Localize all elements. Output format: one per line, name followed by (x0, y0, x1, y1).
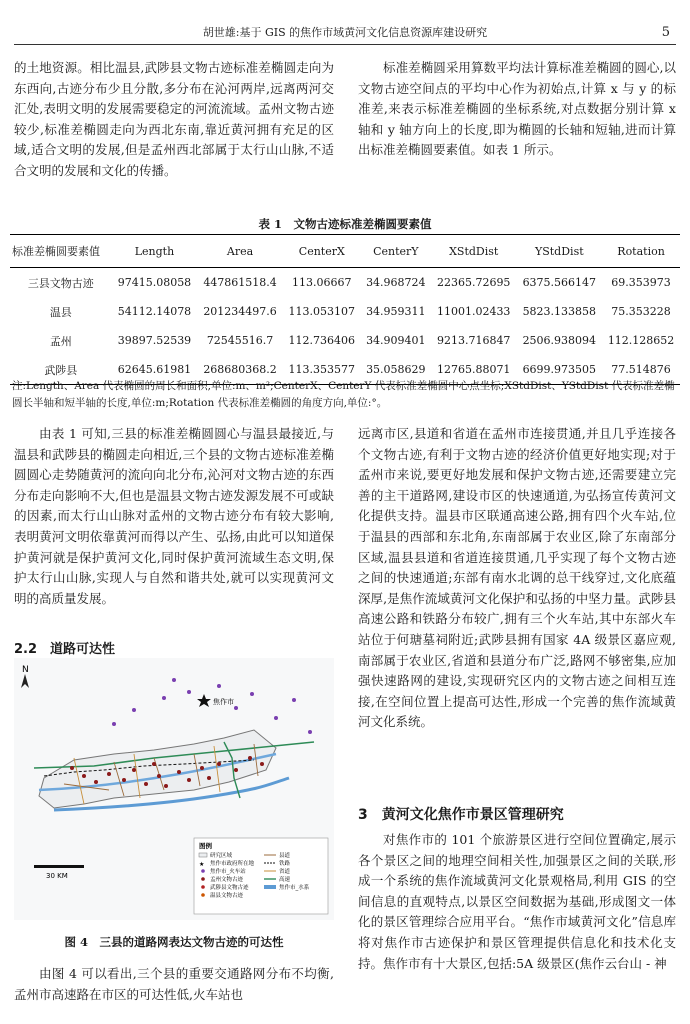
legend-title: 图例 (199, 842, 212, 850)
left-top-paragraph (14, 58, 334, 182)
table-cell: 72545516.7 (206, 334, 274, 347)
table-caption: 表 1 文物古迹标准差椭圆要素值 (258, 217, 432, 231)
legend-item: 县道 (279, 853, 291, 859)
right-top-paragraph (358, 58, 676, 161)
table-cell: 112.736406 (288, 334, 356, 347)
table-cell: 2506.938094 (522, 334, 597, 347)
table-header: YStdDist (517, 235, 603, 268)
table-note: 注:Length、Area 代表椭圆的周长和面积,单位:m、m²;CenterX、CenterY 代表标准差椭圆中心点坐标;XStdDist、YStdDist 代表标准差椭圆长半轴和短半轴的长度,单位:m;Rotation 代表标准差椭圆的角度方向,单位:°。 (12, 380, 675, 409)
legend-swatch (201, 893, 205, 897)
table-cell: 113.06667 (292, 276, 352, 289)
table-cell: 69.353973 (611, 276, 671, 289)
table-cell: 22365.72695 (436, 276, 511, 289)
table-cell: 268680368.2 (197, 355, 283, 385)
legend-item: 孟州文物古迹 (210, 877, 244, 883)
legend-item: 焦作市_火车站 (210, 869, 246, 875)
left-bottom-paragraph (14, 964, 334, 1005)
table-cell: 34.968724 (366, 276, 426, 289)
legend-item: 高速 (279, 877, 291, 883)
table-cell: 447861518.4 (203, 276, 277, 289)
legend-item: 研究区域 (210, 853, 233, 859)
ellipse-table (10, 234, 680, 385)
table-cell: 孟州 (49, 334, 72, 348)
section-heading-3: 3 黄河文化焦作市景区管理研究 (358, 807, 564, 823)
right-bottom-paragraph (358, 830, 676, 974)
table-row (10, 297, 680, 326)
table-cell: 12765.88071 (431, 355, 517, 385)
table-cell: 62645.61981 (112, 355, 198, 385)
table-header: CenterY (361, 235, 431, 268)
table-cell: 113.053107 (288, 305, 356, 318)
table-cell: 6375.566147 (522, 276, 597, 289)
legend-item: 武陟县文物古迹 (210, 885, 249, 891)
table-cell: 5823.133858 (522, 305, 597, 318)
paragraph: 由图 4 可以看出,三个县的重要交通路网分布不均衡,孟州市高速路在市区的可达性低,火车站也 (14, 966, 334, 1002)
running-title: 胡世雄:基于 GIS 的焦作市域黄河文化信息资源库建设研究 (202, 26, 488, 39)
scale-label: 30 KM (46, 872, 68, 880)
city-label: 焦作市 (213, 698, 234, 706)
paragraph: 标准差椭圆采用算数平均法计算标准差椭圆的圆心,以文物古迹空间点的平均中心作为初始点,计算 x 与 y 的标准差,来表示标准差椭圆的坐标系统,对点数据分别计算 x 轴和 y 轴方向上的长度,即为椭圆的长轴和短轴,进而计算出标准差椭圆要素值。如表 1 所示。 (358, 60, 676, 158)
table-row (10, 268, 680, 298)
table-cell: 34.909401 (366, 334, 426, 347)
table-cell: 11001.02433 (436, 305, 511, 318)
paragraph: 远离市区,县道和省道在孟州市连接贯通,并且几乎连接各个文物古迹,有利于文物古迹的经济价值更好地实现;对于孟州市来说,要更好地发展和保护文物古迹,还需要建立完善的主干道路网,建设市区的快速通道,为弘扬宣传黄河文化提供支持。温县市区联通高速公路,拥有四个火车站,位于温县的西部和东北角,东南部属于农业区,除了东南部分区域,温县县道和省道连接贯通,几乎实现了每个文物古迹之间的快速通道;东部有南水北调的总干线穿过,文化底蕴深厚,是焦作流域黄河文化保护和弘扬的中坚力量。武陟县高速公路和铁路分布较广,拥有三个火车站,其中东部火车站位于何瑭墓祠附近;武陟县拥有国家 4A 级景区嘉应观,南部属于农业区,省道和县道分布广泛,路网不够密集,应加强快速路网的建设,实现研究区内的文物古迹之间相互连接,在空间位置上提高可达性,形成一个完善的焦作流域黄河文化系统。 (358, 426, 676, 730)
table-cell: 35.058629 (361, 355, 431, 385)
table-cell: 武陟县 (10, 355, 112, 385)
legend-item: 焦作市_水系 (279, 885, 310, 891)
legend-swatch-icon: ★ (199, 861, 205, 868)
table-cell: 112.128652 (607, 334, 675, 347)
table-cell: 34.959311 (366, 305, 426, 318)
left-mid-paragraph (14, 424, 334, 609)
paragraph: 对焦作市的 101 个旅游景区进行空间位置确定,展示各个景区之间的地理空间相关性,加强景区之间的关联,形成一个系统的焦作流域黄河文化景观格局,利用 GIS 的空间信息的直观特点,以景区空间数据为基础,形成图文一体化的景区管理综合应用平台。“焦作市域黄河文化”信息库将对焦作市古迹保护和景区管理提供信息化和技术化支持。焦作市有十大景区,包括:5A 级景区(焦作云台山 - 神 (358, 832, 676, 971)
figure-4-map (14, 658, 334, 920)
road-network-map (14, 658, 334, 920)
section-heading-2-2: 2.2 道路可达性 (14, 642, 116, 657)
paragraph: 由表 1 可知,三县的标准差椭圆圆心与温县最接近,与温县和武陟县的椭圆走向相近,三个县的文物古迹标准差椭圆圆心走势随黄河的流向向北分布,沁河对文物古迹的东西分布走向影响不大,但也是温县文物古迹发源发展不可或缺的因素,而太行山山脉对孟州的文物古迹分布有较大影响,表明黄河文明依靠黄河而得以产生、弘扬,由此可以知道保护黄河就是保护黄河文化,同时保护黄河流域生态文明,保护太行山山脉,实现人与自然和谐共处,就可以实现黄河文明的高质量发展。 (14, 426, 334, 606)
table-cell: 温县 (49, 305, 72, 319)
table-cell: 54112.14078 (117, 305, 192, 318)
north-label: N (22, 665, 29, 675)
table-header-row (10, 235, 680, 268)
legend-swatch (201, 885, 205, 889)
running-header (14, 22, 676, 45)
legend-item: 温县文物古迹 (210, 893, 244, 899)
table-header: Area (197, 235, 283, 268)
table-header: 标准差椭圆要素值 (10, 235, 112, 268)
table-header: XStdDist (431, 235, 517, 268)
legend-swatch (201, 877, 205, 881)
table-cell: 6699.973505 (517, 355, 603, 385)
table-header: Rotation (602, 235, 680, 268)
right-mid-paragraph (358, 424, 676, 733)
table-cell: 97415.08058 (117, 276, 192, 289)
legend-item: 焦作市政府所在地 (210, 861, 255, 867)
legend-swatch (201, 869, 205, 873)
table-cell: 39897.52539 (117, 334, 192, 347)
legend-swatch (264, 885, 276, 889)
table-header: Length (112, 235, 198, 268)
legend-box (194, 838, 328, 914)
table-cell: 77.514876 (602, 355, 680, 385)
legend-item: 省道 (279, 869, 291, 875)
paragraph: 的土地资源。相比温县,武陟县文物古迹标准差椭圆走向为东西向,古迹分布少且分散,多分布在沁河两岸,远离两河交汇处,表明文明的发展需要稳定的河流流域。孟州文物古迹较少,标准差椭圆走向为西北东南,靠近黄河拥有充足的区域,适合文明的发展,但是孟州西北部属于太行山山脉,不适合文明的发展和文化的传播。 (14, 60, 334, 178)
scale-bar (34, 865, 84, 868)
page-number: 5 (661, 25, 670, 40)
legend-swatch (199, 853, 207, 857)
table-header: CenterX (283, 235, 361, 268)
table-cell: 75.353228 (611, 305, 671, 318)
table-cell: 9213.716847 (436, 334, 511, 347)
table-cell: 三县文物古迹 (27, 276, 94, 290)
table-cell: 201234497.6 (203, 305, 277, 318)
table-cell: 113.353577 (283, 355, 361, 385)
figure-4-caption: 图 4 三县的道路网表达文物古迹的可达性 (64, 935, 284, 949)
legend-item: 铁路 (279, 861, 291, 867)
table-row (10, 326, 680, 355)
